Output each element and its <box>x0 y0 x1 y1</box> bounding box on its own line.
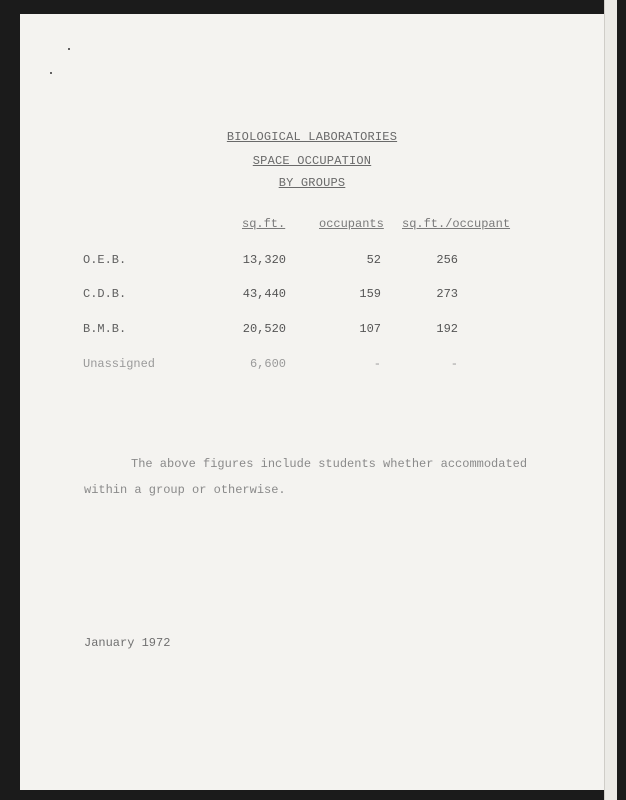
column-header-occupants: occupants <box>319 217 384 231</box>
occupants-value: 107 <box>359 322 381 336</box>
title-line-1: BIOLOGICAL LABORATORIES <box>226 130 398 144</box>
document-date: January 1972 <box>84 636 171 650</box>
per-occupant-value: - <box>450 357 458 371</box>
table-row <box>20 357 604 373</box>
note-line-1: The above figures include students whether accommodated <box>131 457 528 471</box>
group-name: C.D.B. <box>83 287 127 301</box>
occupants-value: - <box>373 357 381 371</box>
group-name: O.E.B. <box>83 253 127 267</box>
occupants-value: 159 <box>359 287 381 301</box>
document-page <box>20 14 604 790</box>
page-edge <box>604 0 617 800</box>
table-row <box>20 322 604 338</box>
sqft-value: 43,440 <box>242 287 286 301</box>
note-line-2: within a group or otherwise. <box>84 483 286 497</box>
ink-speck <box>68 48 70 50</box>
occupants-value: 52 <box>366 253 381 267</box>
group-name: B.M.B. <box>83 322 127 336</box>
group-name: Unassigned <box>83 357 156 371</box>
table-row <box>20 253 604 269</box>
per-occupant-value: 256 <box>436 253 458 267</box>
sqft-value: 6,600 <box>249 357 286 371</box>
sqft-value: 20,520 <box>242 322 286 336</box>
per-occupant-value: 273 <box>436 287 458 301</box>
table-row <box>20 287 604 303</box>
ink-speck <box>50 72 52 74</box>
sqft-value: 13,320 <box>242 253 286 267</box>
title-line-3: BY GROUPS <box>278 176 346 190</box>
column-header-sqft-per-occupant: sq.ft./occupant <box>402 217 511 231</box>
per-occupant-value: 192 <box>436 322 458 336</box>
title-line-2: SPACE OCCUPATION <box>252 154 372 168</box>
column-header-sqft: sq.ft. <box>242 217 286 231</box>
